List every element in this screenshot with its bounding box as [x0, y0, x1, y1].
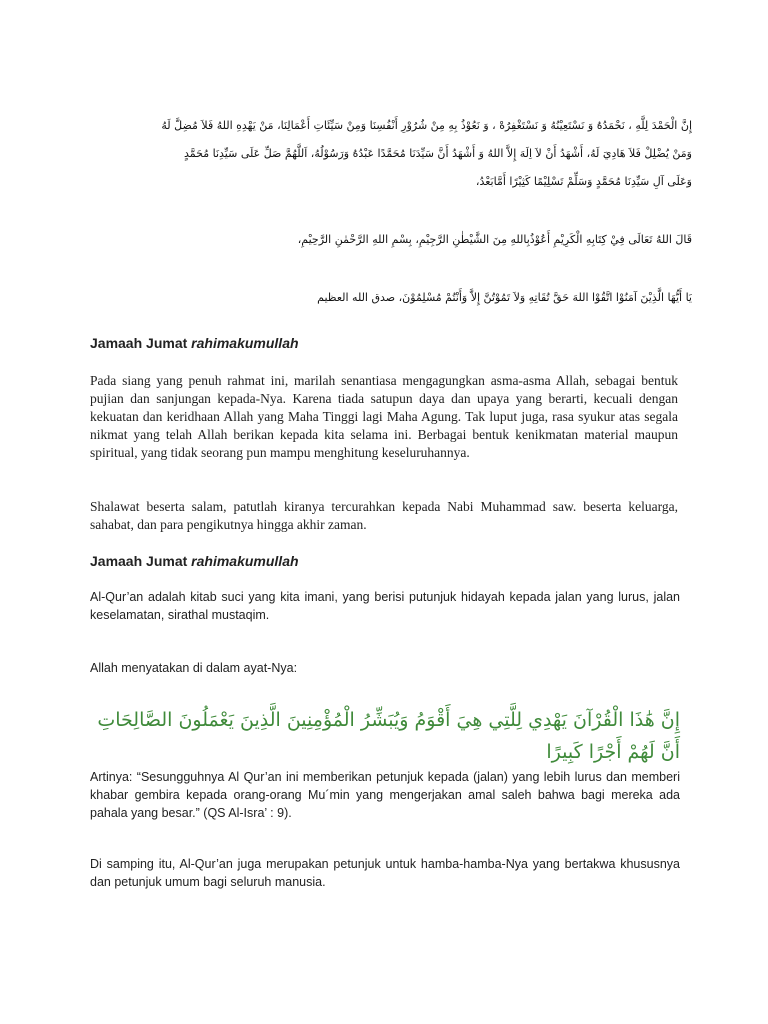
heading-2-italic: rahimakumullah: [191, 553, 299, 569]
opening-arabic-line-1: إِنَّ الْحَمْدَ لِلَّهِ ، نَحْمَدُهُ وَ نَسْتَعِيْنُهُ وَ نَسْتَغْفِرُهْ ، وَ نَعُوْذُ بِهِ مِنْ شُرُوْرِ أَنْفُسِنَا وَمِنْ سَيِّئَاتِ أَعْمَالِنَا، مَنْ يَهْدِهِ اللهُ فَلاَ مُضِلَّ لَهُ: [161, 119, 692, 132]
opening-arabic-line-5: يَا أَيُّهَا الَّذِيْنَ آمَنُوْا اتَّقُوْا اللهَ حَقَّ تُقَاتِهِ وَلاَ تَمُوْتُنَّ إِلاَّ وَأَنْتُمْ مُسْلِمُوْنَ، صدق الله العظيم: [317, 291, 692, 304]
paragraph-quran-intro: Al-Qur’an adalah kitab suci yang kita imani, yang berisi putunjuk hidayah kepada jalan yang lurus, jalan keselamatan, sirathal mustaqim.: [90, 590, 680, 622]
opening-arabic-line-2: وَمَنْ يُضْلِلْ فَلاَ هَادِيَ لَهُ، أَشْهَدُ أَنْ لاَ اِلَهَ إِلاَّ اللهُ وَ أَشْهَدُ أَنَّ سَيِّدَنَا مُحَمَّدًا عَبْدُهُ وَرَسُوْلُهُ، اَللَّهُمَّ صَلِّ عَلَى سَيِّدِنَا مُحَمَّدٍ: [183, 147, 692, 160]
section-heading-2: [90, 553, 299, 569]
heading-2-text: Jamaah Jumat: [90, 553, 192, 569]
quran-verse: إِنَّ هَٰذَا الْقُرْآنَ يَهْدِي لِلَّتِي هِيَ أَقْوَمُ وَيُبَشِّرُ الْمُؤْمِنِينَ الَّذِينَ يَعْمَلُونَ الصَّالِحَاتِ أَنَّ لَهُمْ أَجْرًا كَبِيرًا: [97, 709, 680, 763]
section-heading-1: [90, 335, 299, 351]
heading-1-italic: rahimakumullah: [191, 335, 299, 351]
paragraph-ayat-intro: Allah menyatakan di dalam ayat-Nya:: [90, 661, 298, 675]
opening-arabic-line-4: قَالَ اللهُ تَعَالَى فِيْ كِتَابِهِ الْكَرِيْمِ أَعُوْذُبِاللهِ مِنَ الشَّيْطٰنِ الرَّجِيْمِ، بِسْمِ اللهِ الرَّحْمٰنِ الرَّحِيْمِ،: [297, 233, 692, 246]
paragraph-guidance: Di samping itu, Al-Qur’an juga merupakan petunjuk untuk hamba-hamba-Nya yang bertakwa khususnya dan petunjuk umum bagi seluruh manusia.: [90, 857, 680, 889]
paragraph-praise: Pada siang yang penuh rahmat ini, marilah senantiasa mengagungkan asma-asma Allah, sebagai bentuk pujian dan sanjungan kepada-Nya. Karena tiada satupun daya dan upaya yang berarti, kecuali dengan kekuatan dan keridhaan Allah yang Maha Tinggi lagi Maha Agung. Tak luput juga, rasa syukur atas segala nikmat yang telah Allah berikan kepada kita selama ini. Berbagai bentuk kenikmatan material maupun spiritual, yang tidak seorang pun mampu menghitung keseluruhannya.: [90, 373, 678, 460]
heading-1-text: Jamaah Jumat: [90, 335, 192, 351]
opening-arabic-block: [100, 112, 692, 196]
paragraph-shalawat: Shalawat beserta salam, patutlah kiranya tercurahkan kepada Nabi Muhammad saw. beserta keluarga, sahabat, dan para pengikutnya hingga akhir zaman.: [90, 499, 678, 532]
opening-arabic-line-3: وَعَلَى آلِ سَيِّدِنَا مُحَمَّدٍ وَسَلِّمْ تَسْلِيْمًا كَثِيْرًا أَمَّابَعْدُ،: [475, 175, 692, 188]
paragraph-translation: Artinya: “Sesungguhnya Al Qur’an ini memberikan petunjuk kepada (jalan) yang lebih lurus dan memberi khabar gembira kepada orang-orang Mu´min yang mengerjakan amal saleh bahwa bagi mereka ada pahala yang besar.” (QS Al-Isra’ : 9).: [90, 770, 680, 820]
